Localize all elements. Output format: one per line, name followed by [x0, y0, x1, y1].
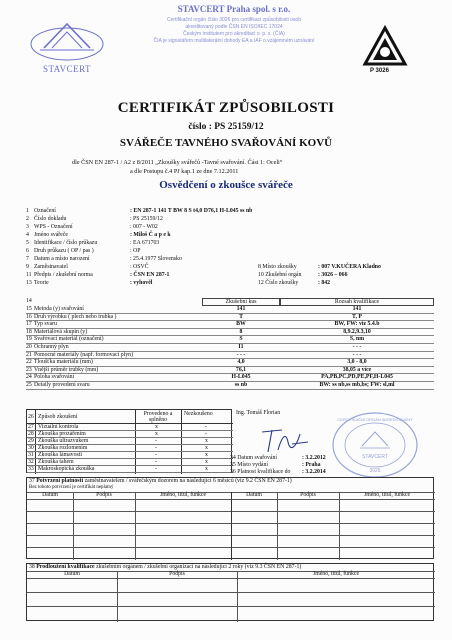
validity-column-header: Datum: [42, 492, 58, 498]
validity-title: Potvrzení platnosti: [36, 478, 84, 484]
info-right-label: 12 Číslo zkoušky: [258, 280, 299, 286]
header-line-3: Českým institutem pro akreditaci o. p. s. (ČIA): [183, 31, 285, 37]
info-number: 2: [26, 216, 29, 222]
info-number: 4: [26, 232, 29, 238]
method-label: Vizuální kontrola: [38, 424, 79, 430]
qualification-range-value: - - -: [352, 351, 362, 358]
row-number: 33: [28, 466, 34, 472]
test-piece-value: ss nb: [234, 381, 248, 388]
test-method-row: [27, 466, 233, 473]
qualification-row: [26, 374, 434, 382]
date-value: : Praha: [302, 462, 321, 468]
info-label: Druh průkazu ( OP / pas ): [34, 248, 94, 254]
test-piece-value: BW: [236, 321, 246, 328]
qualification-range-value: 38,05 a více: [342, 366, 372, 373]
info-row: [0, 248, 452, 256]
qualification-row: [26, 306, 434, 314]
qualification-row: [26, 367, 434, 375]
done-value: x: [155, 424, 158, 430]
info-right-value: : 007 V.KUČERA Kladno: [318, 264, 381, 270]
cia-triangle-icon: [362, 24, 408, 70]
info-number: 9: [26, 264, 29, 270]
row-label: Typ svaru: [34, 321, 57, 328]
row-label: Poloha svařování: [34, 374, 75, 381]
validity-column-header: Jméno, titul, funkce: [159, 492, 207, 498]
method-label: Zkouška prozářením: [38, 431, 86, 437]
row-number: 15: [26, 306, 32, 312]
not-tested-value: x: [205, 452, 208, 458]
not-tested-value: x: [205, 466, 208, 472]
test-piece-header: Zkušební kus: [202, 298, 280, 306]
info-value: : ČSN EN 287-1: [130, 272, 170, 278]
method-label: Zkouška rozlomením: [38, 445, 88, 451]
row-number: 16: [26, 313, 32, 320]
company-name: STAVCERT Praha spol. s r.o.: [177, 4, 291, 14]
info-value: : 25.4.1977 Slovensko: [130, 256, 182, 262]
row-number: 24: [26, 374, 32, 381]
info-row: [0, 240, 452, 248]
validity-column-header: Podpis: [300, 492, 316, 498]
info-right-value: : 842: [318, 280, 331, 286]
qualification-table-header: [26, 298, 434, 306]
date-label: 36 Platnost kvalifikace do: [230, 469, 291, 475]
method-label: Zkouška ultrazvukem: [38, 438, 89, 444]
stamp-brand: STAVCERT: [362, 454, 388, 460]
test-piece-value: 76,1: [235, 366, 247, 373]
row-number: 21: [26, 351, 32, 358]
test-methods-table: [26, 409, 232, 473]
validity-caption: [29, 478, 292, 484]
done-value: x: [155, 431, 158, 437]
info-number: 5: [26, 240, 29, 246]
accreditation-logo: [362, 24, 408, 78]
row-number: 17: [26, 321, 32, 328]
done-value: -: [155, 459, 157, 465]
method-header: Způsob zkoušení: [38, 414, 78, 420]
stamp-number: 3026: [369, 468, 381, 474]
test-methods-header: [27, 410, 233, 424]
test-piece-value: - - -: [236, 351, 246, 358]
test-piece-value: S: [239, 336, 243, 343]
extension-caption-text: zkušebním orgánem / zkušební organizací na následující 2 roky (viz 9.3 ČSN EN 287-1): [96, 564, 302, 570]
not-tested-value: -: [205, 431, 207, 437]
row-number: 14: [26, 298, 32, 304]
qualification-row: [26, 336, 434, 344]
done-value: -: [155, 466, 157, 472]
qualification-range-value: 3,0 - 8,0: [347, 359, 367, 366]
info-row: [0, 232, 452, 240]
test-piece-value: I1: [238, 343, 244, 350]
info-value: : OSVČ: [130, 264, 149, 270]
certificate-number: číslo : PS 25159/12: [188, 122, 264, 132]
qualification-row: [26, 321, 434, 329]
qualification-range-value: BW: ss nb,ss mb,bs; FW: sl,ml: [319, 381, 395, 388]
not-tested-value: x: [205, 445, 208, 451]
stavcert-logo: [26, 14, 108, 76]
row-number: 31: [28, 452, 34, 458]
date-row: [230, 469, 326, 475]
page-title: CERTIFIKÁT ZPŮSOBILOSTI: [117, 100, 335, 116]
qualification-range-value: BW, FW: viz 5.4.b: [334, 321, 380, 328]
examiner-name: Ing. Tomáš Florian: [236, 410, 281, 416]
extension-table: [26, 563, 434, 621]
row-number: 19: [26, 336, 32, 343]
date-value: : 3.2.2012: [302, 455, 326, 461]
validity-column-header: Podpis: [96, 492, 112, 498]
header-line-4: ČIA je signatářem multilaterální dohody EA a IAF o vzájemném uznávání: [153, 38, 315, 44]
info-value: : EA 671703: [130, 240, 160, 246]
qualification-range-value: PA,PB,PC,PD,PE,PF,H-L045: [321, 374, 393, 381]
row-number: 23: [26, 366, 32, 373]
info-label: WPS - Označení: [34, 224, 73, 230]
stamp-text: CERTIFIKAČNÍ ORGÁN AKREDITOVANÝ: [337, 417, 413, 422]
date-row: [230, 455, 326, 461]
accreditation-number: P 3026: [370, 68, 389, 74]
done-value: -: [155, 438, 157, 444]
info-right-value: : 3026 – 066: [318, 272, 348, 278]
info-number: 6: [26, 248, 29, 254]
date-value: : 3.2.2014: [302, 469, 326, 475]
row-number: 25: [26, 381, 32, 388]
standard-line-2: a dle Postupu č.4 PJ kap.1 ze dne 7.12.2011: [130, 168, 239, 175]
test-method-row: [27, 424, 233, 431]
row-label: Svařovací materiál (označení): [34, 336, 104, 343]
validity-note: Bez tohoto potvrzení je certifikát neplatný: [29, 485, 114, 490]
info-right-label: 8 Místo zkoušky: [258, 264, 297, 270]
stavcert-emblem-icon: [26, 14, 108, 64]
info-row: [0, 256, 452, 264]
row-label: Detaily provedení svaru: [34, 381, 90, 388]
row-label: Ochranný plyn: [34, 343, 69, 350]
test-method-row: [27, 459, 233, 466]
info-label: Označení: [34, 208, 56, 214]
test-method-row: [27, 438, 233, 445]
info-number: 3: [26, 224, 29, 230]
exam-title: Osvědčení o zkoušce svářeče: [159, 179, 293, 191]
test-piece-value: 4,0: [237, 359, 245, 366]
validity-confirmation-table: [26, 477, 434, 559]
date-row: [230, 462, 321, 468]
qualification-row: [26, 314, 434, 322]
info-label: Datum a místo narození: [34, 256, 90, 262]
qualification-row: [26, 344, 434, 352]
row-number: 38: [29, 564, 35, 570]
row-number: 37: [29, 478, 35, 484]
extension-caption: [29, 564, 301, 570]
row-number: 26: [28, 414, 34, 420]
date-label: 35 Místo vydání: [230, 462, 269, 468]
row-number: 27: [28, 424, 34, 430]
info-value: : Miloš Č a p e k: [130, 232, 171, 238]
header-line-1: Certifikační orgán číslo 3026 pro certifikaci způsobilosti osob: [167, 17, 301, 23]
qualification-range-value: - - -: [352, 343, 362, 350]
info-row: [0, 216, 452, 224]
qualification-range-header: Rozsah kvalifikace: [280, 298, 434, 306]
info-row: [0, 224, 452, 232]
row-number: 32: [28, 459, 34, 465]
method-label: Zkouška lámavosti: [38, 452, 82, 458]
info-label: Jméno svářeče: [34, 232, 68, 238]
test-method-row: [27, 445, 233, 452]
info-value: : 007 - W02: [130, 224, 158, 230]
method-label: Zkouška tahem: [38, 459, 74, 465]
info-label: Zaměstnavatel: [34, 264, 68, 270]
extension-title: Prodloužení kvalifikace: [36, 564, 95, 570]
standard-line-1: dle ČSN EN 287-1 / A2 z 8/2011 „Zkoušky svářečů -Tavné svařování. Část 1: Oceli“: [72, 159, 283, 166]
row-number: 20: [26, 343, 32, 350]
header-line-2: akreditovaný podle ČSN EN ISO/IEC 17024: [185, 24, 283, 30]
method-label: Makroskopická zkouška: [38, 466, 95, 472]
info-right-label: 10 Zkušební orgán: [258, 272, 302, 278]
qualification-range-value: 141: [352, 306, 362, 312]
row-number: 22: [26, 359, 32, 366]
info-number: 7: [26, 256, 29, 262]
test-piece-value: H-L045: [231, 374, 251, 381]
done-value: -: [155, 445, 157, 451]
row-number: 29: [28, 438, 34, 444]
row-label: Pomocné materiály (např. formovací plyn): [34, 351, 133, 358]
done-header: Provedeno a splněno: [143, 411, 173, 423]
qualification-range-value: T, P: [352, 313, 362, 320]
test-piece-value: 8: [239, 328, 243, 335]
done-value: -: [155, 452, 157, 458]
qualification-range-value: S, nm: [349, 336, 365, 343]
not-tested-value: x: [205, 459, 208, 465]
extension-column-header: Datum: [64, 571, 80, 577]
test-method-row: [27, 452, 233, 459]
date-label: 34 Datum svařování: [230, 455, 278, 461]
test-method-row: [27, 431, 233, 438]
row-number: 18: [26, 328, 32, 335]
row-number: 28: [28, 431, 34, 437]
certification-stamp: [330, 410, 420, 480]
row-label: Tloušťka materiálu (mm): [34, 359, 93, 366]
validity-caption-text: zaměstnavatelem / svářečským dozorem na následující 6 měsíců (viz 9.2 ČSN EN 287-1): [84, 478, 292, 484]
info-label: Předpis / zkušební norma: [34, 272, 93, 278]
qualification-row: [26, 359, 434, 367]
test-piece-value: T: [239, 313, 243, 320]
info-label: Číslo dokladu: [34, 216, 67, 222]
qualification-range-value: 8,9.2,9.3,10: [343, 328, 371, 335]
examiner-signature: [256, 422, 316, 458]
info-row: [0, 280, 452, 288]
row-label: Druh výrobku ( plech nebo trubka ): [34, 313, 117, 320]
info-value: : OP: [130, 248, 141, 254]
info-value: : vyhověl: [130, 280, 153, 286]
info-value: : PS 25159/12: [130, 216, 163, 222]
info-number: 11: [26, 272, 32, 278]
logo-brand-text: STAVCERT: [42, 64, 92, 74]
extension-column-header: Jméno, titul, funkce: [312, 571, 360, 577]
info-number: 13: [26, 280, 32, 286]
info-row: [0, 272, 452, 280]
validity-column-header: Jméno, titul, funkce: [363, 492, 411, 498]
info-value: : EN 287-1 141 T BW 8 S t4,0 D76,1 H-L045 ss nb: [130, 208, 253, 214]
info-number: 1: [26, 208, 29, 214]
not-tested-header: Nezkoušeno: [184, 411, 213, 417]
row-label: Vnější průměr trubky (mm): [34, 366, 99, 373]
qualification-row: [26, 382, 434, 390]
extension-column-header: Podpis: [169, 571, 185, 577]
row-label: Materiálová skupin (y): [34, 328, 88, 335]
row-label: Metoda (y) svařování: [34, 306, 84, 312]
not-tested-value: x: [205, 438, 208, 444]
validity-column-header: Datum: [246, 492, 262, 498]
info-label: Identifikace / číslo průkazu: [34, 240, 98, 246]
row-number: 30: [28, 445, 34, 451]
test-piece-value: 141: [236, 306, 246, 312]
qualification-table: [26, 298, 434, 390]
not-tested-value: -: [205, 424, 207, 430]
info-label: Teorie: [34, 280, 49, 286]
info-row: [0, 264, 452, 272]
certificate-subtitle: SVÁŘEČE TAVNÉHO SVAŘOVÁNÍ KOVŮ: [119, 137, 333, 149]
info-row: [0, 208, 452, 216]
